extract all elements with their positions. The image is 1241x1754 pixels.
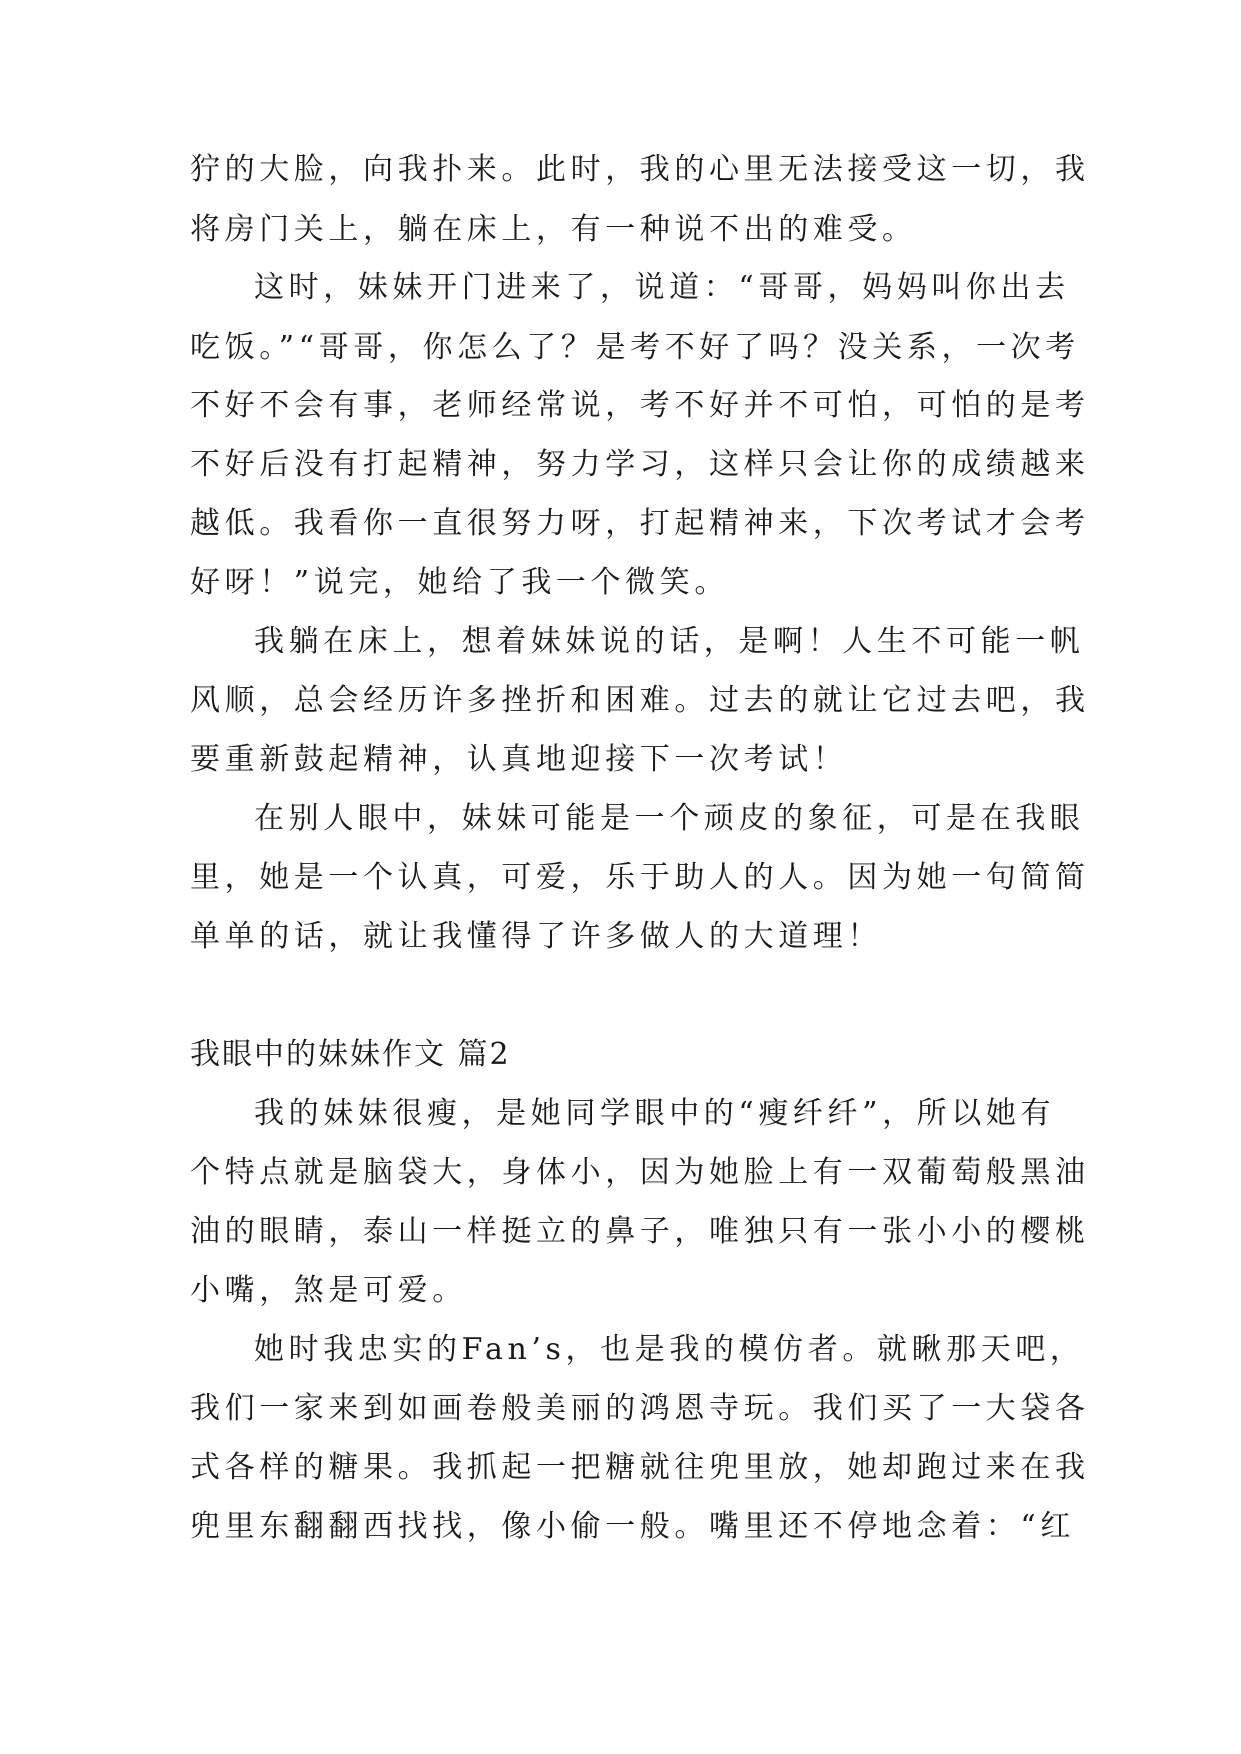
text-line: 她时我忠实的Fan’s，也是我的模仿者。就瞅那天吧， (254, 1332, 1085, 1367)
section-heading: 我眼中的妹妹作文 篇2 (190, 1037, 511, 1072)
text-line: 将房门关上，躺在床上，有一种说不出的难受。 (190, 212, 917, 247)
text-line: 这时，妹妹开门进来了，说道：“哥哥，妈妈叫你出去 (254, 270, 1070, 305)
text-line: 我的妹妹很瘦，是她同学眼中的“瘦纤纤”，所以她有 (254, 1096, 1056, 1131)
text-line: 狞的大脸，向我扑来。此时，我的心里无法接受这一切，我 (190, 152, 1090, 187)
text-line: 风顺，总会经历许多挫折和困难。过去的就让它过去吧，我 (190, 683, 1090, 718)
text-line: 个特点就是脑袋大，身体小，因为她脸上有一双葡萄般黑油 (190, 1155, 1090, 1190)
text-line: 不好后没有打起精神，努力学习，这样只会让你的成绩越来 (190, 447, 1090, 482)
text-line: 油的眼睛，泰山一样挺立的鼻子，唯独只有一张小小的樱桃 (190, 1214, 1090, 1249)
text-line: 吃饭。”“哥哥，你怎么了？是考不好了吗？没关系，一次考 (190, 330, 1080, 365)
text-line: 里，她是一个认真，可爱，乐于助人的人。因为她一句简简 (190, 860, 1090, 895)
text-line: 不好不会有事，老师经常说，考不好并不可怕，可怕的是考 (190, 388, 1090, 423)
text-line: 单单的话，就让我懂得了许多做人的大道理！ (190, 919, 882, 954)
text-line: 要重新鼓起精神，认真地迎接下一次考试！ (190, 742, 848, 777)
text-line: 在别人眼中，妹妹可能是一个顽皮的象征，可是在我眼 (254, 801, 1085, 836)
text-line: 小嘴，煞是可爱。 (190, 1273, 467, 1308)
text-line: 越低。我看你一直很努力呀，打起精神来，下次考试才会考 (190, 506, 1090, 541)
text-line: 我们一家来到如画卷般美丽的鸿恩寺玩。我们买了一大袋各 (190, 1391, 1090, 1426)
text-line: 兜里东翻翻西找找，像小偷一般。嘴里还不停地念着：“红 (190, 1509, 1075, 1544)
text-line: 我躺在床上，想着妹妹说的话，是啊！人生不可能一帆 (254, 624, 1085, 659)
text-line: 式各样的糖果。我抓起一把糖就往兜里放，她却跑过来在我 (190, 1450, 1090, 1485)
text-line: 好呀！”说完，她给了我一个微笑。 (190, 565, 729, 600)
